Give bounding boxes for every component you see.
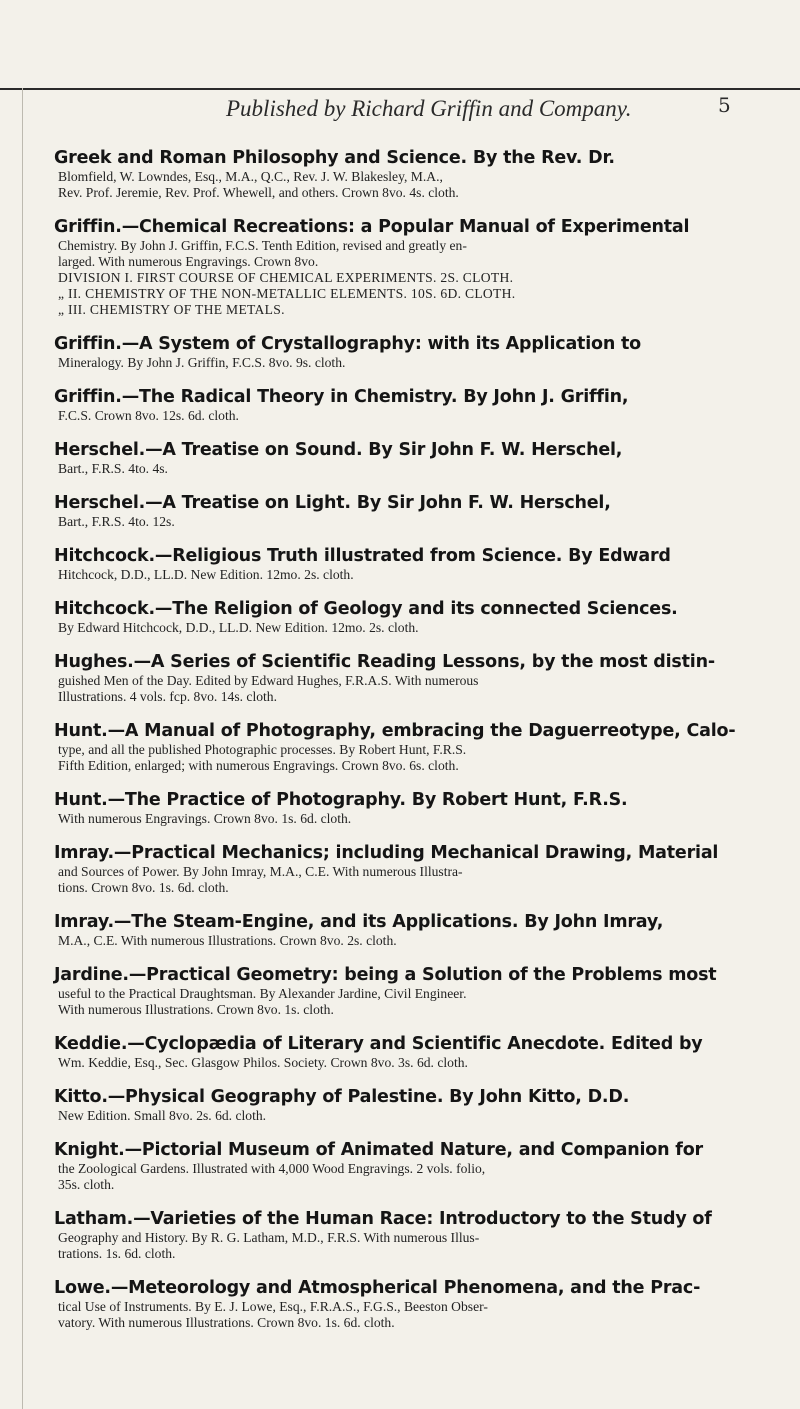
entry-detail-line: type, and all the published Photographic processes. By Robert Hunt, F.R.S.	[58, 742, 467, 757]
page-edge-line	[22, 88, 23, 1409]
catalogue-entry	[54, 599, 790, 636]
entry-detail-line: With numerous Engravings. Crown 8vo. 1s. 6d. cloth.	[58, 811, 352, 826]
entry-detail-line: Hitchcock, D.D., LL.D. New Edition. 12mo. 2s. cloth.	[58, 567, 354, 582]
entry-detail-line: Geography and History. By R. G. Latham, M.D., F.R.S. With numerous Illus-	[58, 1230, 480, 1245]
catalogue-entry	[54, 1140, 790, 1193]
catalogue-entry	[54, 652, 790, 705]
entry-heading: Herschel.—A Treatise on Sound. By Sir John F. W. Herschel,	[54, 440, 623, 460]
catalogue-entries	[54, 148, 790, 1336]
top-rule	[0, 88, 800, 90]
catalogue-entry	[54, 217, 790, 318]
catalogue-entry	[54, 721, 790, 774]
catalogue-entry	[54, 1209, 790, 1262]
entry-detail-line: useful to the Practical Draughtsman. By Alexander Jardine, Civil Engineer.	[58, 986, 467, 1001]
entry-detail-line: 35s. cloth.	[58, 1177, 115, 1192]
catalogue-entry	[54, 440, 790, 477]
entry-detail-line: Mineralogy. By John J. Griffin, F.C.S. 8vo. 9s. cloth.	[58, 355, 346, 370]
entry-division-line: DIVISION I. FIRST COURSE OF CHEMICAL EXPERIMENTS. 2S. CLOTH.	[58, 270, 514, 285]
entry-detail-line: guished Men of the Day. Edited by Edward Hughes, F.R.A.S. With numerous	[58, 673, 479, 688]
entry-detail-line: Blomfield, W. Lowndes, Esq., M.A., Q.C., Rev. J. W. Blakesley, M.A.,	[58, 169, 443, 184]
catalogue-entry	[54, 1087, 790, 1124]
entry-heading: Hitchcock.—Religious Truth illustrated from Science. By Edward	[54, 546, 671, 566]
catalogue-entry	[54, 790, 790, 827]
catalogue-entry	[54, 493, 790, 530]
entry-heading: Hunt.—A Manual of Photography, embracing the Daguerreotype, Calo-	[54, 721, 736, 741]
entry-detail-line: Rev. Prof. Jeremie, Rev. Prof. Whewell, and others. Crown 8vo. 4s. cloth.	[58, 185, 459, 200]
catalogue-entry	[54, 387, 790, 424]
entry-heading: Hunt.—The Practice of Photography. By Robert Hunt, F.R.S.	[54, 790, 628, 810]
entry-detail-line: larged. With numerous Engravings. Crown 8vo.	[58, 254, 319, 269]
entry-detail-line: the Zoological Gardens. Illustrated with 4,000 Wood Engravings. 2 vols. folio,	[58, 1161, 486, 1176]
catalogue-entry	[54, 148, 790, 201]
entry-heading: Knight.—Pictorial Museum of Animated Nature, and Companion for	[54, 1140, 703, 1160]
running-head: Published by Richard Griffin and Company.	[226, 96, 632, 121]
catalogue-entry	[54, 334, 790, 371]
entry-heading: Hughes.—A Series of Scientific Reading Lessons, by the most distin-	[54, 652, 715, 672]
entry-heading: Jardine.—Practical Geometry: being a Solution of the Problems most	[54, 965, 717, 985]
entry-detail-line: Bart., F.R.S. 4to. 12s.	[58, 514, 175, 529]
entry-heading: Latham.—Varieties of the Human Race: Introductory to the Study of	[54, 1209, 712, 1229]
catalogue-entry	[54, 912, 790, 949]
page-number: 5	[718, 93, 731, 117]
catalogue-entry	[54, 1278, 790, 1331]
entry-heading: Griffin.—The Radical Theory in Chemistry. By John J. Griffin,	[54, 387, 629, 407]
entry-detail-line: tions. Crown 8vo. 1s. 6d. cloth.	[58, 880, 229, 895]
entry-detail-line: With numerous Illustrations. Crown 8vo. 1s. cloth.	[58, 1002, 334, 1017]
entry-division-line: „ II. CHEMISTRY OF THE NON-METALLIC ELEMENTS. 10S. 6D. CLOTH.	[58, 286, 516, 301]
entry-detail-line: M.A., C.E. With numerous Illustrations. Crown 8vo. 2s. cloth.	[58, 933, 397, 948]
entry-detail-line: Illustrations. 4 vols. fcp. 8vo. 14s. cloth.	[58, 689, 277, 704]
entry-heading: Griffin.—Chemical Recreations: a Popular Manual of Experimental	[54, 217, 690, 237]
catalogue-entry	[54, 843, 790, 896]
entry-heading: Lowe.—Meteorology and Atmospherical Phenomena, and the Prac-	[54, 1278, 701, 1298]
entry-division-line: „ III. CHEMISTRY OF THE METALS.	[58, 302, 285, 317]
entry-detail-line: trations. 1s. 6d. cloth.	[58, 1246, 176, 1261]
entry-detail-line: and Sources of Power. By John Imray, M.A., C.E. With numerous Illustra-	[58, 864, 463, 879]
entry-heading: Greek and Roman Philosophy and Science. By the Rev. Dr.	[54, 148, 615, 168]
entry-heading: Herschel.—A Treatise on Light. By Sir John F. W. Herschel,	[54, 493, 611, 513]
entry-heading: Imray.—The Steam-Engine, and its Applications. By John Imray,	[54, 912, 664, 932]
entry-detail-line: New Edition. Small 8vo. 2s. 6d. cloth.	[58, 1108, 267, 1123]
entry-detail-line: By Edward Hitchcock, D.D., LL.D. New Edition. 12mo. 2s. cloth.	[58, 620, 419, 635]
entry-heading: Kitto.—Physical Geography of Palestine. By John Kitto, D.D.	[54, 1087, 630, 1107]
entry-heading: Hitchcock.—The Religion of Geology and its connected Sciences.	[54, 599, 678, 619]
entry-detail-line: vatory. With numerous Illustrations. Crown 8vo. 1s. 6d. cloth.	[58, 1315, 395, 1330]
entry-heading: Imray.—Practical Mechanics; including Mechanical Drawing, Material	[54, 843, 719, 863]
entry-heading: Keddie.—Cyclopædia of Literary and Scientific Anecdote. Edited by	[54, 1034, 703, 1054]
catalogue-entry	[54, 546, 790, 583]
entry-detail-line: Fifth Edition, enlarged; with numerous Engravings. Crown 8vo. 6s. cloth.	[58, 758, 459, 773]
entry-detail-line: Wm. Keddie, Esq., Sec. Glasgow Philos. Society. Crown 8vo. 3s. 6d. cloth.	[58, 1055, 468, 1070]
catalogue-entry	[54, 965, 790, 1018]
entry-detail-line: tical Use of Instruments. By E. J. Lowe, Esq., F.R.A.S., F.G.S., Beeston Obser-	[58, 1299, 488, 1314]
catalogue-entry	[54, 1034, 790, 1071]
entry-detail-line: Bart., F.R.S. 4to. 4s.	[58, 461, 168, 476]
entry-detail-line: F.C.S. Crown 8vo. 12s. 6d. cloth.	[58, 408, 239, 423]
entry-detail-line: Chemistry. By John J. Griffin, F.C.S. Tenth Edition, revised and greatly en-	[58, 238, 467, 253]
entry-heading: Griffin.—A System of Crystallography: with its Application to	[54, 334, 641, 354]
